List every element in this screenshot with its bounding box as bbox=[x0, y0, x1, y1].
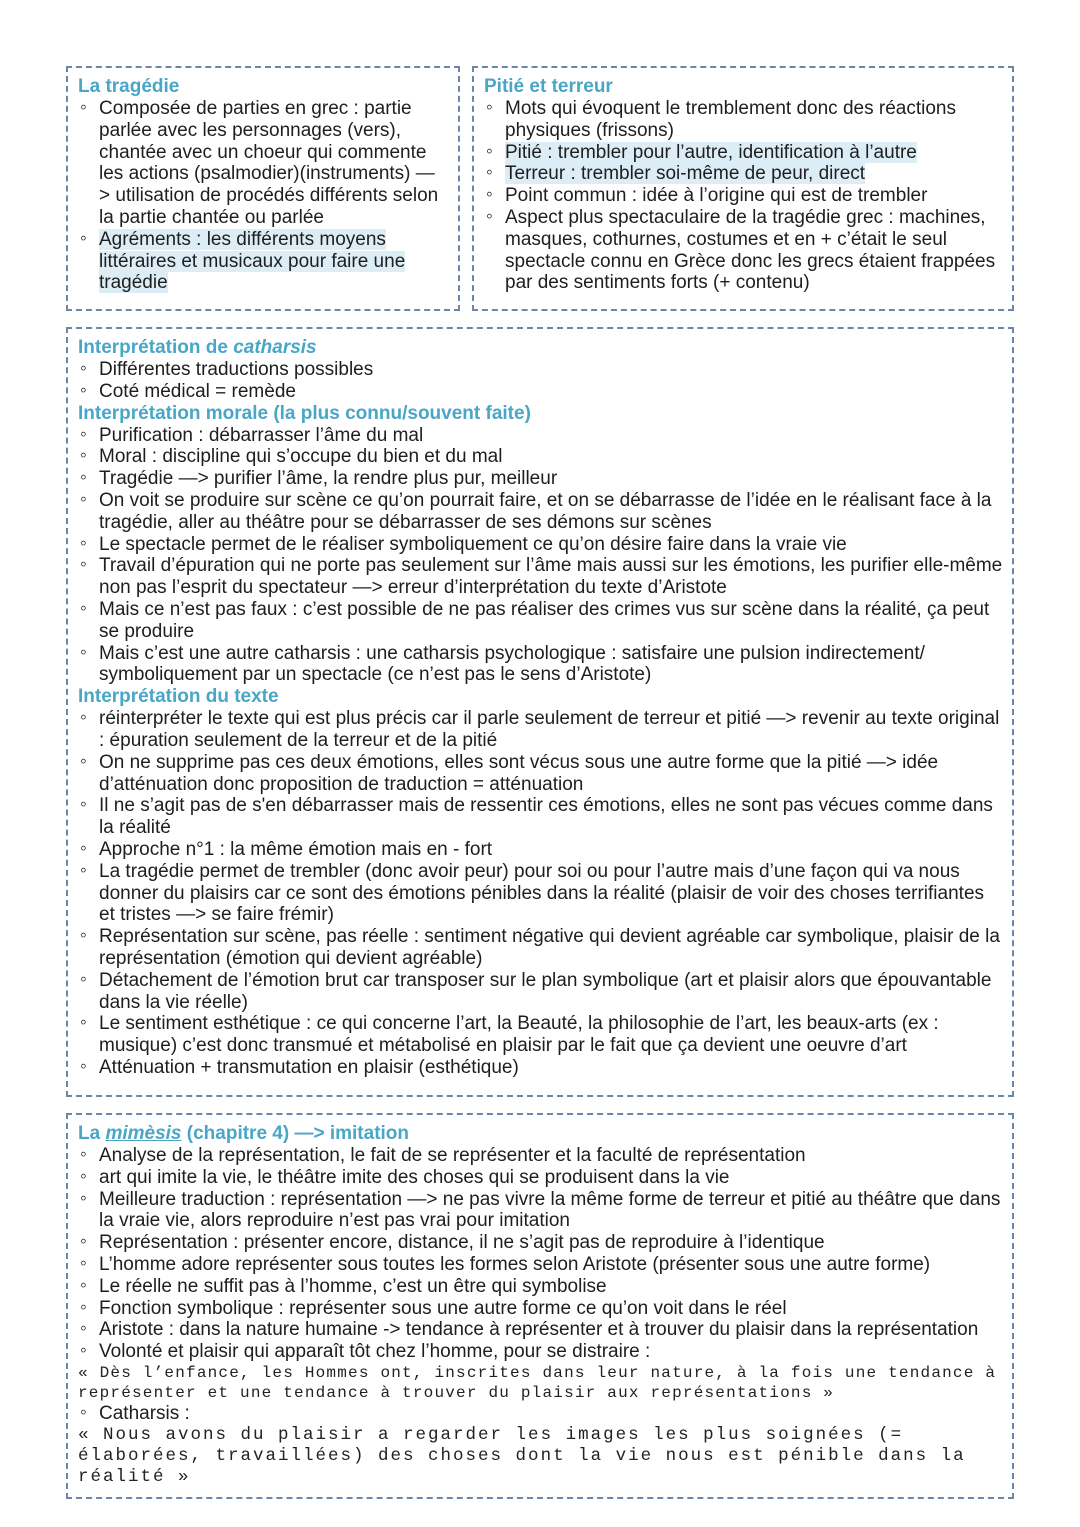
list-item: ◦ Atténuation + transmutation en plaisir (esthétique) bbox=[78, 1057, 1004, 1079]
list-item: ◦ Coté médical = remède bbox=[78, 381, 1004, 403]
list-item bbox=[78, 229, 450, 294]
list-item: ◦ art qui imite la vie, le théâtre imite des choses qui se produisent dans la vie bbox=[78, 1167, 1004, 1189]
list-item: ◦ Catharsis : bbox=[78, 1403, 1004, 1425]
title-emphasis: mimèsis bbox=[105, 1123, 182, 1144]
section-title bbox=[78, 1123, 1004, 1145]
list-item: ◦ Représentation sur scène, pas réelle : sentiment négative qui devient agréable car symbolique, plaisir de la représentation (émotion qui devient agréable) bbox=[78, 926, 1004, 970]
quote-plaisir: « Nous avons du plaisir a regarder les images les plus soignées (= élaborées, travaillées) des choses dont la vie nous est pénible dans la réalité » bbox=[78, 1424, 966, 1487]
list-item: ◦ Approche n°1 : la même émotion mais en - fort bbox=[78, 839, 1004, 861]
list-item: ◦ Aristote : dans la nature humaine -> tendance à représenter et à trouver du plaisir dans la représentation bbox=[78, 1319, 1004, 1341]
list-item: ◦ Point commun : idée à l’origine qui est de trembler bbox=[484, 185, 1004, 207]
section-title: Pitié et terreur bbox=[484, 76, 613, 97]
list-item: ◦ Meilleure traduction : représentation —> ne pas vivre la même forme de terreur et pitié au théâtre que dans la vraie vie, alors reproduire n’est pas vrai pour imitation bbox=[78, 1189, 1004, 1233]
title-prefix: Interprétation de bbox=[78, 337, 234, 358]
list-item: ◦ La tragédie permet de trembler (donc avoir peur) pour soi ou pour l’autre mais d’une façon qui va nous donner du plaisirs car ce sont des émotions pénibles dans la réalité (plaisir de voir des choses terrifiantes et tristes —> se faire frémir) bbox=[78, 861, 1004, 926]
list-item: ◦ Travail d’épuration qui ne porte pas seulement sur l’âme mais aussi sur les émotions, les purifier elle-même non pas l’esprit du spectateur —> erreur d’interprétation du texte d’Aristote bbox=[78, 555, 1004, 599]
list-item: ◦ Aspect plus spectaculaire de la tragédie grec : machines, masques, cothurnes, costumes et en + c’était le seul spectacle connu en Grèce donc les grecs étaient frappées par des sentiments forts (+ contenu) bbox=[484, 207, 1004, 294]
list-item: ◦ Différentes traductions possibles bbox=[78, 359, 1004, 381]
section-catharsis bbox=[66, 327, 1014, 1097]
list-item: ◦ Tragédie —> purifier l’âme, la rendre plus pur, meilleur bbox=[78, 468, 1004, 490]
section-mimesis bbox=[66, 1113, 1014, 1499]
highlighted-text: Pitié : trembler pour l’autre, identification à l’autre bbox=[505, 141, 917, 163]
list-item: ◦ Il ne s’agit pas de s'en débarrasser mais de ressentir ces émotions, elles ne sont pas vécues comme dans la réalité bbox=[78, 795, 1004, 839]
subtitle-morale: Interprétation morale (la plus connu/souvent faite) bbox=[78, 402, 531, 424]
list-item: ◦ réinterpréter le texte qui est plus précis car il parle seulement de terreur et pitié —> revenir au texte original : épuration seulement de la terreur et de la pitié bbox=[78, 708, 1004, 752]
highlighted-text: Terreur : trembler soi-même de peur, direct bbox=[505, 163, 866, 185]
list-item: ◦ Mais c’est une autre catharsis : une catharsis psychologique : satisfaire une pulsion indirectement/ symboliquement par un spectacle (ce n’est pas le sens d’Aristote) bbox=[78, 643, 1004, 687]
list-item: ◦ On voit se produire sur scène ce qu’on pourrait faire, et on se débarrasse de l’idée en le réalisant face à la tragédie, aller au théâtre pour se débarrasser de ses démons sur scènes bbox=[78, 490, 1004, 534]
list-item: ◦ Détachement de l’émotion brut car transposer sur le plan symbolique (art et plaisir alors que épouvantable dans la vie réelle) bbox=[78, 970, 1004, 1014]
list-item: ◦ Le sentiment esthétique : ce qui concerne l’art, la Beauté, la philosophie de l’art, les beaux-arts (ex : musique) c’est donc transmué et métabolisé en plaisir par le fait que ça devient une oeuvre d’art bbox=[78, 1013, 1004, 1057]
list-item: ◦ Représentation : présenter encore, distance, il ne s’agit pas de reproduire à l’identique bbox=[78, 1232, 1004, 1254]
subtitle-texte: Interprétation du texte bbox=[78, 686, 279, 708]
list-item: ◦ Composée de parties en grec : partie parlée avec les personnages (vers), chantée avec un choeur qui commente les actions (psalmodier)(instruments) — > utilisation de procédés différents selon la partie chantée ou parlée bbox=[78, 98, 450, 229]
quote-enfance: « Dès l’enfance, les Hommes ont, inscrites dans leur nature, à la fois une tendance à représenter et une tendance à trouver du plaisir aux représentations » bbox=[78, 1363, 997, 1402]
list-item: ◦ Mots qui évoquent le tremblement donc des réactions physiques (frissons) bbox=[484, 98, 1004, 142]
list-item: ◦ Fonction symbolique : représenter sous une autre forme ce qu’on voit dans le réel bbox=[78, 1298, 1004, 1320]
section-title: La tragédie bbox=[78, 76, 180, 97]
list-item: ◦ Le spectacle permet de le réaliser symboliquement ce qu’on désire faire dans la vraie vie bbox=[78, 534, 1004, 556]
list-item bbox=[484, 163, 1004, 185]
title-emphasis: catharsis bbox=[233, 337, 317, 358]
section-tragedie bbox=[66, 66, 460, 311]
list-item: ◦ Le réelle ne suffit pas à l’homme, c’est un être qui symbolise bbox=[78, 1276, 1004, 1298]
list-item: ◦ On ne supprime pas ces deux émotions, elles sont vécus sous une autre forme que la pitié —> idée d’atténuation donc proposition de traduction = atténuation bbox=[78, 752, 1004, 796]
list-item: ◦ Analyse de la représentation, le fait de se représenter et la faculté de représentation bbox=[78, 1145, 1004, 1167]
highlighted-text: Agréments : les différents moyens littéraires et musicaux pour faire une tragédie bbox=[99, 228, 406, 294]
list-item: ◦ Moral : discipline qui s’occupe du bien et du mal bbox=[78, 446, 1004, 468]
list-item: ◦ L’homme adore représenter sous toutes les formes selon Aristote (présenter sous une autre forme) bbox=[78, 1254, 1004, 1276]
title-prefix: La bbox=[78, 1123, 106, 1144]
list-item: ◦ Mais ce n’est pas faux : c’est possible de ne pas réaliser des crimes vus sur scène dans la réalité, ça peut se produire bbox=[78, 599, 1004, 643]
list-item: ◦ Purification : débarrasser l’âme du mal bbox=[78, 425, 1004, 447]
section-pitie-terreur bbox=[472, 66, 1014, 311]
section-title bbox=[78, 337, 1004, 359]
title-suffix: (chapitre 4) —> imitation bbox=[181, 1123, 410, 1144]
list-item bbox=[484, 142, 1004, 164]
list-item: ◦ Volonté et plaisir qui apparaît tôt chez l’homme, pour se distraire : bbox=[78, 1341, 1004, 1363]
